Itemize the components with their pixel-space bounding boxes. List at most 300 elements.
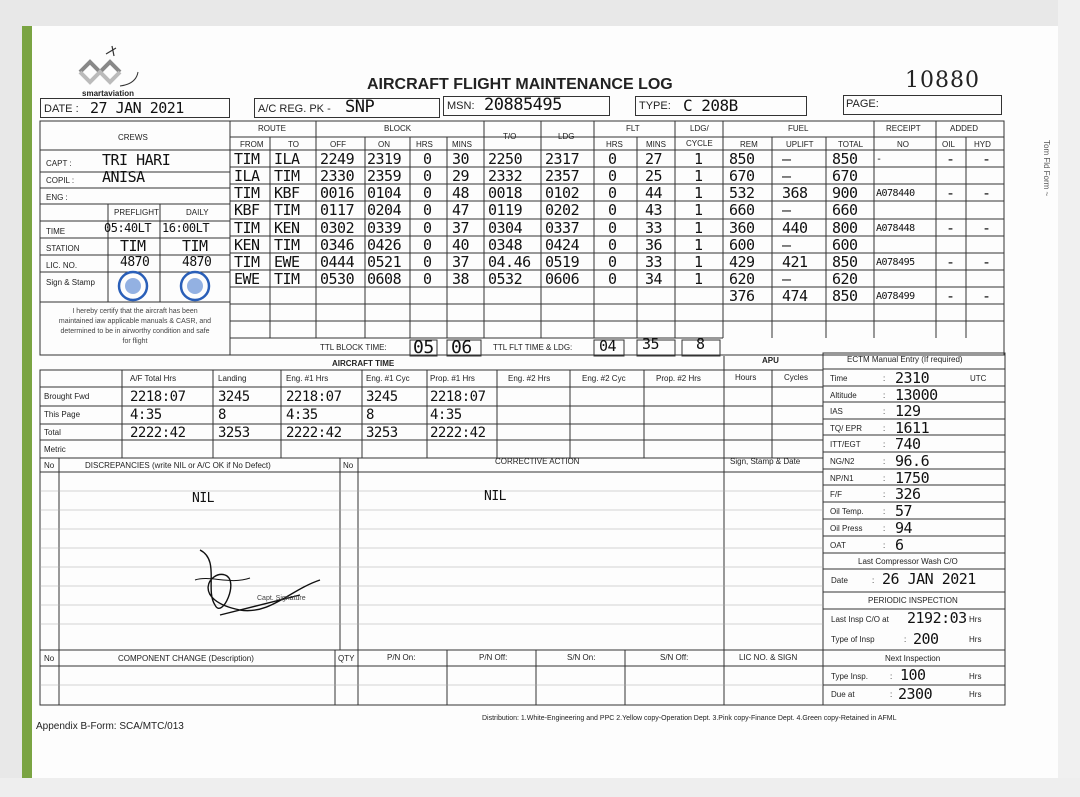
aircraft-time-cell: 2222:42 [130, 425, 186, 441]
due-unit: Hrs [969, 690, 982, 699]
aircraft-time-row-label: Total [44, 428, 61, 437]
ectm-label: NG/N2 [830, 457, 855, 466]
compressor-date-value: 26 JAN 2021 [882, 570, 976, 588]
route-to: TIM [274, 201, 300, 219]
ectm-label: IAS [830, 407, 843, 416]
ectm-unit: UTC [970, 374, 987, 383]
fuel-total: 670 [832, 167, 858, 185]
sign-stamp-date: Sign, Stamp & Date [730, 457, 801, 466]
ttl-flt-hrs: 04 [599, 337, 617, 355]
colon-2: : [904, 635, 907, 644]
ldg-cycle: 1 [694, 150, 703, 168]
landing-time: 0606 [545, 270, 580, 288]
receipt-no: A078448 [876, 223, 915, 234]
route-from: TIM [234, 184, 260, 202]
stamp-preflight-icon [116, 270, 150, 302]
hdr-receipt: RECEIPT [886, 124, 921, 133]
fuel-uplift: — [782, 167, 791, 185]
time-daily: 16:00LT [162, 221, 210, 235]
route-from: TIM [234, 150, 260, 168]
block-off: 0117 [320, 201, 355, 219]
time-preflight: 05:40LT [104, 221, 152, 235]
flt-hrs: 0 [608, 219, 617, 237]
fuel-rem: 532 [729, 184, 755, 202]
fuel-total: 800 [832, 219, 858, 237]
ectm-colon: : [883, 490, 886, 499]
aircraft-time-cell: 8 [366, 407, 374, 423]
route-to: TIM [274, 167, 300, 185]
ectm-value: 326 [895, 485, 921, 503]
fuel-total: 600 [832, 236, 858, 254]
block-hrs: 0 [423, 236, 432, 254]
fuel-uplift: 474 [782, 287, 808, 305]
aircraft-time-col-header: Eng. #1 Hrs [286, 374, 329, 383]
ectm-colon: : [883, 541, 886, 550]
distribution-note: Distribution: 1.White-Engineering and PPC 2.Yellow copy-Operation Dept. 3.Pink copy-Finance Dept. 4.Green copy-Retained in AFML [482, 715, 897, 722]
copil-label: COPIL : [46, 176, 75, 185]
form-number: Appendix B-Form: SCA/MTC/013 [36, 721, 184, 732]
landing-time: 0424 [545, 236, 580, 254]
ectm-value: 13000 [895, 386, 938, 404]
ectm-value: 1750 [895, 469, 930, 487]
aircraft-time-cell: 4:35 [286, 407, 318, 423]
corrective-value: NIL [484, 489, 506, 504]
fuel-rem: 376 [729, 287, 755, 305]
aircraft-time-col-header: Prop. #1 Hrs [430, 374, 475, 383]
flt-mins: 25 [645, 167, 663, 185]
fuel-rem: 600 [729, 236, 755, 254]
ectm-value: 2310 [895, 369, 930, 387]
station-preflight: TIM [120, 237, 146, 255]
block-on: 0104 [367, 184, 402, 202]
aircraft-time-cell: 2218:07 [286, 389, 342, 405]
hdr-ldg-cycle: LDG/ [690, 124, 709, 133]
block-on: 0521 [367, 253, 402, 271]
hdr-mins: MINS [452, 140, 472, 149]
fuel-uplift: — [782, 236, 791, 254]
hdr-ldg: LDG [558, 132, 575, 141]
serial-number: 10880 [905, 68, 980, 93]
block-off: 0530 [320, 270, 355, 288]
last-insp-label: Last Insp C/O at [831, 615, 889, 624]
ttl-flt-mins: 35 [642, 335, 660, 353]
aircraft-time-cell: 3245 [366, 389, 398, 405]
block-mins: 37 [452, 253, 470, 271]
block-off: 0444 [320, 253, 355, 271]
disc-title: DISCREPANCIES (write NIL or A/C OK if No Defect) [85, 461, 271, 470]
fuel-total: 900 [832, 184, 858, 202]
aircraft-time-col-header: Eng. #2 Hrs [508, 374, 551, 383]
due-value: 2300 [898, 685, 933, 703]
hdr-from: FROM [240, 140, 264, 149]
last-insp-unit: Hrs [969, 615, 982, 624]
ectm-label: Altitude [830, 391, 857, 400]
route-to: EWE [274, 253, 300, 271]
reg-value: SNP [345, 97, 375, 117]
block-hrs: 0 [423, 270, 432, 288]
ttl-flt-label: TTL FLT TIME & LDG: [493, 343, 573, 352]
landing-time: 2317 [545, 150, 580, 168]
copil-name: ANISA [102, 168, 145, 186]
aircraft-time-col-header: Landing [218, 374, 247, 383]
next-type-value: 100 [900, 666, 926, 684]
ectm-label: Oil Temp. [830, 507, 864, 516]
apu-hours: Hours [735, 373, 757, 382]
aircraft-time-col-header: A/F Total Hrs [130, 374, 177, 383]
ectm-colon: : [883, 440, 886, 449]
block-hrs: 0 [423, 150, 432, 168]
form-title: AIRCRAFT FLIGHT MAINTENANCE LOG [367, 76, 673, 93]
flt-mins: 33 [645, 219, 663, 237]
hdr-fuel: FUEL [788, 124, 809, 133]
landing-time: 0337 [545, 219, 580, 237]
comp-pn-off: P/N Off: [479, 653, 508, 662]
colon-4: : [890, 690, 893, 699]
hdr-receipt-no: NO [897, 140, 909, 149]
hdr-flt-mins: MINS [646, 140, 666, 149]
station-daily: TIM [182, 237, 208, 255]
hdr-added: ADDED [950, 124, 979, 133]
hdr-crews: CREWS [118, 133, 148, 142]
block-on: 0608 [367, 270, 402, 288]
next-type-unit: Hrs [969, 672, 982, 681]
fuel-rem: 620 [729, 270, 755, 288]
ectm-label: TQ/ EPR [830, 424, 863, 433]
block-on: 0426 [367, 236, 402, 254]
date-label: DATE : [44, 103, 79, 115]
disc-no2-label: No [343, 461, 354, 470]
aircraft-time-col-header: Eng. #1 Cyc [366, 374, 410, 383]
takeoff-time: 0119 [488, 201, 523, 219]
station-label: STATION [46, 244, 80, 253]
flt-hrs: 0 [608, 167, 617, 185]
block-mins: 38 [452, 270, 470, 288]
periodic-title: PERIODIC INSPECTION [868, 596, 958, 605]
fuel-uplift: — [782, 150, 791, 168]
page-label: PAGE: [846, 98, 879, 110]
ectm-label: NP/N1 [830, 474, 854, 483]
msn-label: MSN: [447, 100, 475, 112]
corrective-title: CORRECTIVE ACTION [495, 457, 580, 466]
ldg-cycle: 1 [694, 236, 703, 254]
block-mins: 40 [452, 236, 470, 254]
hyd-added: - [982, 150, 991, 168]
apu-title: APU [762, 356, 779, 365]
comp-no-label: No [44, 654, 55, 663]
fuel-total: 850 [832, 253, 858, 271]
ectm-value: 6 [895, 536, 904, 554]
compressor-title: Last Compressor Wash C/O [858, 557, 958, 566]
oil-added: - [946, 219, 955, 237]
fuel-uplift: 440 [782, 219, 808, 237]
route-to: KBF [274, 184, 300, 202]
flt-hrs: 0 [608, 270, 617, 288]
aircraft-time-cell: 2218:07 [430, 389, 486, 405]
ttl-block-label: TTL BLOCK TIME: [320, 343, 387, 352]
fuel-total: 850 [832, 287, 858, 305]
hyd-added: - [982, 219, 991, 237]
hdr-uplift: UPLIFT [786, 140, 814, 149]
ldg-cycle: 1 [694, 167, 703, 185]
takeoff-time: 0018 [488, 184, 523, 202]
aircraft-time-cell: 2222:42 [286, 425, 342, 441]
comp-lic-sign: LIC NO. & SIGN [739, 653, 798, 662]
block-on: 2319 [367, 150, 402, 168]
oil-added: - [946, 253, 955, 271]
aircraft-time-cell: 4:35 [130, 407, 162, 423]
fuel-uplift: 368 [782, 184, 808, 202]
fuel-uplift: 421 [782, 253, 808, 271]
time-label: TIME [46, 227, 66, 236]
comp-qty: QTY [338, 654, 355, 663]
ttl-block-mins: 06 [451, 337, 472, 358]
takeoff-time: 2332 [488, 167, 523, 185]
ectm-label: F/F [830, 490, 842, 499]
block-off: 0346 [320, 236, 355, 254]
ectm-value: 1611 [895, 419, 930, 437]
lic-preflight: 4870 [120, 255, 150, 270]
hyd-added: - [982, 184, 991, 202]
route-to: KEN [274, 219, 300, 237]
capt-name: TRI HARI [102, 151, 171, 169]
sign-label: Sign & Stamp [46, 278, 95, 287]
preflight-label: PREFLIGHT [114, 208, 159, 217]
flt-mins: 44 [645, 184, 663, 202]
block-on: 0204 [367, 201, 402, 219]
landing-time: 0102 [545, 184, 580, 202]
hyd-added: - [982, 287, 991, 305]
ectm-value: 57 [895, 502, 913, 520]
flt-hrs: 0 [608, 201, 617, 219]
ectm-colon: : [883, 407, 886, 416]
ldg-cycle: 1 [694, 270, 703, 288]
takeoff-time: 2250 [488, 150, 523, 168]
captain-signature-icon [180, 520, 340, 640]
aircraft-time-row-label: Brought Fwd [44, 392, 90, 401]
receipt-no: - [876, 154, 882, 165]
flt-mins: 43 [645, 201, 663, 219]
route-to: TIM [274, 270, 300, 288]
ttl-block-hrs: 05 [413, 337, 434, 358]
flt-mins: 36 [645, 236, 663, 254]
ectm-label: Oil Press [830, 524, 863, 533]
route-from: TIM [234, 219, 260, 237]
lic-daily: 4870 [182, 255, 212, 270]
comp-pn-on: P/N On: [387, 653, 416, 662]
eng-label: ENG : [46, 193, 68, 202]
hyd-added: - [982, 253, 991, 271]
next-inspection-title: Next Inspection [885, 654, 941, 663]
capt-signature-label: Capt. Signature [257, 595, 306, 602]
hdr-hrs: HRS [416, 140, 433, 149]
route-from: KBF [234, 201, 260, 219]
oil-added: - [946, 184, 955, 202]
type-insp-label: Type of Insp [831, 635, 875, 644]
takeoff-time: 0532 [488, 270, 523, 288]
fuel-total: 850 [832, 150, 858, 168]
route-from: ILA [234, 167, 260, 185]
msn-value: 20885495 [484, 95, 562, 115]
fuel-rem: 429 [729, 253, 755, 271]
ectm-value: 96.6 [895, 452, 930, 470]
disc-no-label: No [44, 461, 55, 470]
date-value: 27 JAN 2021 [90, 99, 184, 117]
aircraft-time-cell: 3245 [218, 389, 250, 405]
route-to: ILA [274, 150, 300, 168]
flt-hrs: 0 [608, 150, 617, 168]
takeoff-time: 0348 [488, 236, 523, 254]
type-value: C 208B [683, 96, 738, 115]
side-text: Tom Fld Form ~ [1042, 140, 1051, 197]
apu-cycles: Cycles [784, 373, 809, 382]
block-off: 0302 [320, 219, 355, 237]
block-mins: 47 [452, 201, 470, 219]
block-hrs: 0 [423, 184, 432, 202]
block-mins: 30 [452, 150, 470, 168]
hdr-total: TOTAL [838, 140, 864, 149]
ectm-label: OAT [830, 541, 846, 550]
ttl-ldg: 8 [696, 335, 705, 353]
hdr-on: ON [378, 140, 390, 149]
aircraft-time-cell: 3253 [366, 425, 398, 441]
flt-hrs: 0 [608, 184, 617, 202]
flt-mins: 33 [645, 253, 663, 271]
block-mins: 29 [452, 167, 470, 185]
aircraft-time-row-label: Metric [44, 445, 66, 454]
hdr-cycle: CYCLE [686, 139, 713, 148]
hdr-rem: REM [740, 140, 758, 149]
hdr-hyd: HYD [974, 140, 991, 149]
block-mins: 37 [452, 219, 470, 237]
due-label: Due at [831, 690, 855, 699]
ectm-label: Time [830, 374, 848, 383]
hdr-block: BLOCK [384, 124, 412, 133]
aircraft-time-row-label: This Page [44, 410, 81, 419]
ectm-label: ITT/EGT [830, 440, 861, 449]
type-insp-value: 200 [913, 630, 939, 648]
stamp-daily-icon [178, 270, 212, 302]
ldg-cycle: 1 [694, 201, 703, 219]
ectm-colon: : [883, 457, 886, 466]
ldg-cycle: 1 [694, 253, 703, 271]
landing-time: 0202 [545, 201, 580, 219]
comp-sn-off: S/N Off: [660, 653, 689, 662]
aircraft-time-col-header: Eng. #2 Cyc [582, 374, 626, 383]
next-type-label: Type Insp. [831, 672, 868, 681]
flt-mins: 34 [645, 270, 663, 288]
ectm-colon: : [883, 524, 886, 533]
ectm-value: 740 [895, 435, 921, 453]
ldg-cycle: 1 [694, 219, 703, 237]
aircraft-time-col-header: Prop. #2 Hrs [656, 374, 701, 383]
block-hrs: 0 [423, 219, 432, 237]
capt-label: CAPT : [46, 159, 72, 168]
type-label: TYPE: [639, 100, 671, 112]
hdr-to: TO [288, 140, 299, 149]
reg-label: A/C REG. PK - [258, 103, 331, 115]
flt-mins: 27 [645, 150, 663, 168]
ectm-title: ECTM Manual Entry (If required) [847, 355, 963, 364]
discrepancy-value: NIL [192, 491, 214, 506]
aircraft-time-cell: 3253 [218, 425, 250, 441]
hdr-route: ROUTE [258, 124, 286, 133]
comp-title: COMPONENT CHANGE (Description) [118, 654, 254, 663]
oil-added: - [946, 150, 955, 168]
fuel-rem: 850 [729, 150, 755, 168]
airworthiness-certification: I hereby certify that the aircraft has been maintained iaw applicable manuals & CASR, and determined to be in airworthy condition and safe for flight [58, 308, 212, 345]
block-mins: 48 [452, 184, 470, 202]
block-hrs: 0 [423, 167, 432, 185]
hdr-flt-hrs: HRS [606, 140, 623, 149]
block-hrs: 0 [423, 253, 432, 271]
takeoff-time: 0304 [488, 219, 523, 237]
hdr-oil: OIL [942, 140, 955, 149]
aircraft-time-cell: 2218:07 [130, 389, 186, 405]
ectm-value: 129 [895, 402, 921, 420]
fuel-rem: 360 [729, 219, 755, 237]
route-from: EWE [234, 270, 260, 288]
route-to: TIM [274, 236, 300, 254]
block-off: 2249 [320, 150, 355, 168]
hdr-off: OFF [330, 140, 346, 149]
flt-hrs: 0 [608, 236, 617, 254]
fuel-total: 660 [832, 201, 858, 219]
fuel-uplift: — [782, 201, 791, 219]
route-from: TIM [234, 253, 260, 271]
fuel-total: 620 [832, 270, 858, 288]
receipt-no: A078440 [876, 188, 915, 199]
ectm-colon: : [883, 391, 886, 400]
last-insp-value: 2192:03 [907, 609, 967, 627]
comp-sn-on: S/N On: [567, 653, 596, 662]
ectm-colon: : [883, 424, 886, 433]
ectm-colon: : [883, 507, 886, 516]
flt-hrs: 0 [608, 253, 617, 271]
block-on: 2359 [367, 167, 402, 185]
receipt-no: A078495 [876, 257, 915, 268]
hdr-flt: FLT [626, 124, 640, 133]
fuel-rem: 660 [729, 201, 755, 219]
aircraft-time-title: AIRCRAFT TIME [332, 359, 395, 368]
fuel-rem: 670 [729, 167, 755, 185]
takeoff-time: 04.46 [488, 253, 531, 271]
aircraft-time-cell: 8 [218, 407, 226, 423]
company-name: smartaviation [82, 89, 135, 98]
fuel-uplift: — [782, 270, 791, 288]
ectm-colon: : [883, 374, 886, 383]
compressor-date-label: Date [831, 576, 848, 585]
landing-time: 0519 [545, 253, 580, 271]
oil-added: - [946, 287, 955, 305]
block-off: 2330 [320, 167, 355, 185]
ectm-value: 94 [895, 519, 913, 537]
colon-3: : [890, 672, 893, 681]
ldg-cycle: 1 [694, 184, 703, 202]
colon-1: : [872, 576, 875, 585]
block-hrs: 0 [423, 201, 432, 219]
receipt-no: A078499 [876, 291, 915, 302]
lic-label: LIC. NO. [46, 261, 78, 270]
daily-label: DAILY [186, 208, 209, 217]
block-off: 0016 [320, 184, 355, 202]
aircraft-time-cell: 4:35 [430, 407, 462, 423]
aircraft-time-cell: 2222:42 [430, 425, 486, 441]
landing-time: 2357 [545, 167, 580, 185]
route-from: KEN [234, 236, 260, 254]
block-on: 0339 [367, 219, 402, 237]
hdr-takeoff: T/O [503, 132, 517, 141]
type-insp-unit: Hrs [969, 635, 982, 644]
